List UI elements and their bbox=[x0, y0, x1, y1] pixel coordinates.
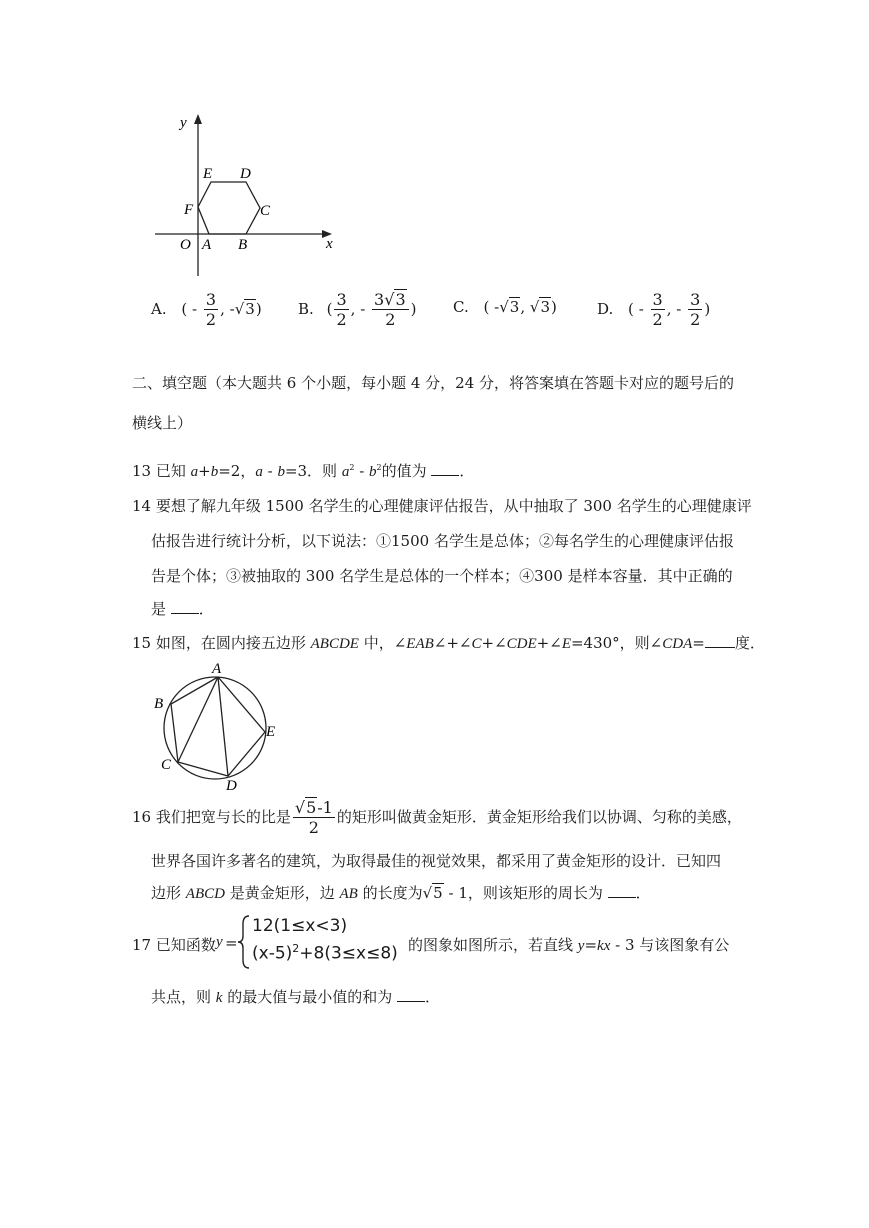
question-14-line4: 是 ． bbox=[151, 600, 214, 618]
question-13: 13 已知 a+b=2，a - b=3．则 $a^2 - b^2$的值为 ． bbox=[132, 462, 475, 480]
fraction: $\frac{√5-1}{2}$ bbox=[294, 798, 333, 837]
hexagon-figure bbox=[150, 110, 340, 280]
question-14-line1: 14 要想了解九年级 1500 名学生的心理健康评估报告，从中抽取了 300 名学生的心理健康评 bbox=[132, 497, 752, 515]
circle-pentagon-figure bbox=[148, 658, 283, 793]
label-e: E bbox=[266, 724, 276, 740]
answer-blank[interactable] bbox=[705, 633, 735, 648]
circle bbox=[164, 677, 266, 779]
piecewise-case1: 12(1≤x<3) bbox=[252, 916, 348, 936]
label-e: E bbox=[203, 166, 213, 182]
piecewise-case2: $(x-5)^2+8(3\le x\le 8)$ bbox=[252, 942, 398, 964]
fraction: $\frac{3√3}{2}$ bbox=[372, 292, 409, 328]
question-17-line2: 共点，则 k 的最大值与最小值的和为 ． bbox=[151, 988, 441, 1006]
question-14-line2: 估报告进行统计分析，以下说法：①1500 名学生是总体；②每名学生的心理健康评估报 bbox=[151, 532, 734, 550]
fraction: $\frac{3}{2}$ bbox=[690, 290, 701, 329]
option-a: A. ( - $\frac{3}{2}$ , -√3) bbox=[151, 290, 262, 329]
option-d: D. ( - $\frac{3}{2}$ , - $\frac{3}{2}$ ) bbox=[597, 290, 711, 329]
question-16-line3: 边形 ABCD 是黄金矩形，边 AB 的长度为√5 - 1，则该矩形的周长为 ． bbox=[151, 884, 651, 902]
diagonal-ad bbox=[218, 677, 228, 776]
label-y: y bbox=[180, 115, 187, 131]
question-16-line2: 世界各国许多著名的建筑，为取得最佳的视觉效果，都采用了黄金矩形的设计．已知四 bbox=[151, 852, 722, 870]
label-b: B bbox=[154, 696, 164, 712]
fraction: $\frac{3}{2}$ bbox=[205, 290, 217, 329]
label-f: F bbox=[184, 202, 194, 218]
label-o: O bbox=[180, 237, 191, 253]
answer-blank[interactable] bbox=[171, 599, 199, 614]
label-x: x bbox=[326, 236, 333, 252]
section-header-cont: 横线上） bbox=[132, 414, 193, 432]
section-header: 二、填空题（本大题共 6 个小题，每小题 4 分，24 分，将答案填在答题卡对应的题号后的 bbox=[132, 374, 735, 392]
answer-blank[interactable] bbox=[431, 461, 459, 476]
hexagon bbox=[198, 182, 260, 234]
answer-blank[interactable] bbox=[397, 987, 425, 1002]
label-b: B bbox=[238, 237, 248, 253]
question-14-line3: 告是个体；③被抽取的 300 名学生是总体的一个样本；④300 是样本容量．其中正确的 bbox=[151, 567, 733, 585]
label-a: A bbox=[202, 237, 212, 253]
answer-blank[interactable] bbox=[608, 883, 636, 898]
question-15: 15 如图，在圆内接五边形 ABCDE 中，∠EAB∠+∠C+∠CDE+∠E=430°，则∠CDA= 度． bbox=[132, 634, 765, 652]
option-c: C. ( -√3, √3) bbox=[453, 298, 557, 316]
label-d: D bbox=[226, 778, 237, 793]
option-b: B. ( $\frac{3}{2}$ , - $\frac{3√3}{2}$ ) bbox=[298, 290, 417, 329]
label-a: A bbox=[212, 661, 222, 677]
diagonal-ac bbox=[178, 677, 218, 762]
question-16-line1: 16 我们把宽与长的比是 $\frac{√5-1}{2}$ 的矩形叫做黄金矩形．黄金矩形给我们以协调、匀称的美感， bbox=[132, 798, 742, 837]
label-d: D bbox=[240, 166, 251, 182]
y-axis-arrow bbox=[194, 114, 202, 124]
fraction: $\frac{3}{2}$ bbox=[652, 290, 663, 329]
label-c: C bbox=[260, 203, 271, 219]
label-c: C bbox=[161, 757, 172, 773]
left-brace bbox=[236, 914, 252, 970]
fraction: $\frac{3}{2}$ bbox=[336, 290, 347, 329]
